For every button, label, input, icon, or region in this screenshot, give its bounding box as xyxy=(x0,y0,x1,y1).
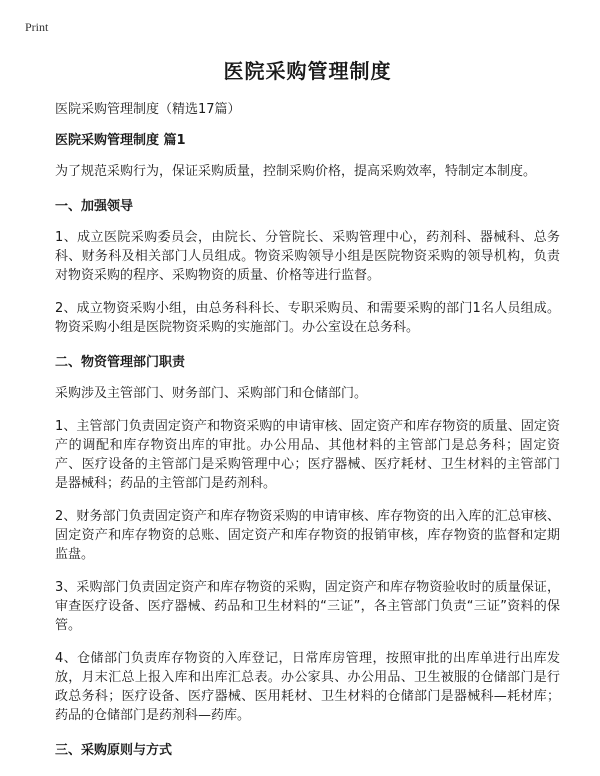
part-heading: 医院采购管理制度 篇1 xyxy=(55,133,186,148)
document-title: 医院采购管理制度 xyxy=(223,59,392,83)
paragraph: 1、成立医院采购委员会，由院长、分管院长、采购管理中心，药剂科、器械科、总务科、财务科及相关部门人员组成。物资采购领导小组是医院物资采购的领导机构，负责对物资采购的程序、采购物资的质量、价格等进行监督。 xyxy=(55,230,560,283)
paragraph: 3、采购部门负责固定资产和库存物资的采购，固定资产和库存物资验收时的质量保证，审查医疗设备、医疗器械、药品和卫生材料的“三证”，各主管部门负责“三证”资料的保管。 xyxy=(55,580,560,633)
paragraph: 1、主管部门负责固定资产和物资采购的申请审核、固定资产和库存物资的质量、固定资产的调配和库存物资出库的审批。办公用品、其他材料的主管部门是总务科；固定资产、医疗设备的主管部门是采购管理中心；医疗器械、医疗耗材、卫生材料的主管部门是器械科；药品的主管部门是药剂科。 xyxy=(55,419,560,491)
document-subtitle: 医院采购管理制度（精选17篇） xyxy=(55,102,241,117)
section-heading-principles: 三、采购原则与方式 xyxy=(55,743,173,758)
intro-paragraph: 为了规范采购行为，保证采购质量，控制采购价格，提高采购效率，特制定本制度。 xyxy=(55,164,537,179)
section-heading-responsibilities: 二、物资管理部门职责 xyxy=(55,355,186,370)
paragraph: 2、财务部门负责固定资产和库存物资采购的申请审核、库存物资的出入库的汇总审核、固定资产和库存物资的总账、固定资产和库存物资的报销审核，库存物资的监督和定期监盘。 xyxy=(55,509,560,562)
paragraph: 采购涉及主管部门、财务部门、采购部门和仓储部门。 xyxy=(55,386,368,401)
print-label: Print xyxy=(25,20,49,34)
paragraph: 4、仓储部门负责库存物资的入库登记，日常库房管理，按照审批的出库单进行出库发放，月末汇总上报入库和出库汇总表。办公家具、办公用品、卫生被服的仓储部门是行政总务科；医疗设备、医疗器械、医用耗材、卫生材料的仓储部门是器械科—耗材库；药品的仓储部门是药剂科—药库。 xyxy=(55,651,560,723)
section-heading-leadership: 一、加强领导 xyxy=(55,199,134,214)
paragraph: 2、成立物资采购小组，由总务科科长、专职采购员、和需要采购的部门1名人员组成。物资采购小组是医院物资采购的实施部门。办公室设在总务科。 xyxy=(55,301,560,335)
